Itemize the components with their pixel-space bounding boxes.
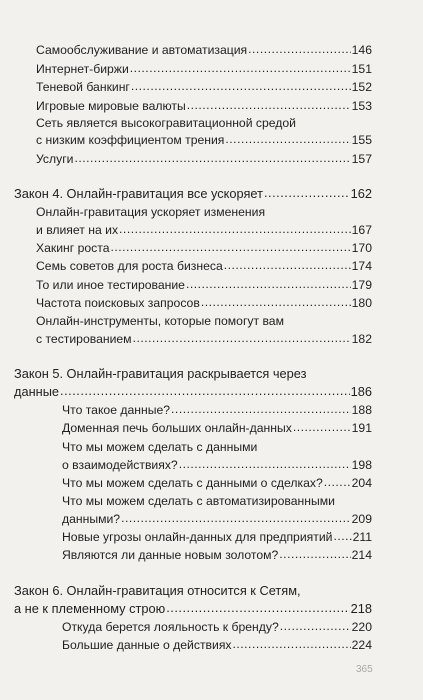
leader-dots [293,420,351,435]
leader-dots [121,511,351,526]
toc-entry-title: Игровые мировые валюты [36,99,186,113]
toc-chapter-page: 186 [350,384,372,399]
toc-entry-page: 224 [351,638,372,652]
leader-dots [110,240,350,255]
toc-entry [36,62,372,77]
leader-dots [179,457,351,472]
toc-entry-title: с низким коэффициентом трения [36,133,225,147]
toc-entry-page: 174 [351,259,372,273]
toc-entry-title: Новые угрозы онлайн-данных для предприятий [62,530,333,544]
toc-entry-title: Доменная печь больших онлайн-данных [62,421,292,435]
toc-entry-title: Большие данные о действиях [62,638,232,652]
toc-entry [36,223,372,238]
toc-entry [36,259,372,274]
toc-entry-page: 152 [351,80,372,94]
toc-entry-page: 211 [352,530,372,544]
toc-chapter-title: Закон 5. Онлайн-гравитация раскрывается через [14,366,307,381]
toc-entry-page: 204 [351,476,372,490]
toc-entry-page: 167 [351,223,372,237]
toc-entry-title: Интернет-биржи [36,62,129,76]
toc-entry [62,458,372,473]
leader-dots [166,600,349,615]
leader-dots [333,529,351,544]
toc-entry-line1 [36,116,372,131]
leader-dots [187,98,351,113]
toc-entry-page: 179 [351,278,372,292]
toc-entry [36,152,372,167]
toc-entry-title: Являются ли данные новым золотом? [62,548,279,562]
toc-chapter-line1 [14,366,372,381]
toc-entry [62,548,372,563]
toc-entry-title: Теневой банкинг [36,80,130,94]
toc-entry-page: 220 [351,620,372,634]
toc-entry-page: 155 [351,133,372,147]
toc-chapter-title: Закон 6. Онлайн-гравитация относится к Сетям, [14,583,301,598]
toc-entry-title: Откуда берется лояльность к бренду? [62,620,279,634]
toc-entry [36,278,372,293]
leader-dots [130,61,351,76]
toc-entry-title: То или иное тестирование [36,278,185,292]
toc-chapter [14,384,372,399]
toc-entry-line1 [36,205,372,220]
leader-dots [279,547,350,562]
toc-entry-page: 146 [351,43,372,57]
toc-entry-line1 [62,440,372,455]
toc-entry-title: и влияет на их [36,223,119,237]
toc-entry-title: Что такое данные? [62,403,171,417]
toc-entry [62,403,372,418]
toc-entry-line1 [36,314,372,329]
toc-entry-page: 209 [351,512,372,526]
toc-entry [36,99,372,114]
toc-entry-page: 198 [351,458,372,472]
toc-entry-title: Онлайн-гравитация ускоряет изменения [36,205,266,219]
toc-entry-title: Сеть является высокогравитационной средой [36,116,296,130]
leader-dots [171,402,351,417]
toc-entry [62,421,372,436]
toc-entry-page: 170 [351,241,372,255]
leader-dots [119,222,351,237]
toc-entry-page: 182 [351,332,372,346]
toc-chapter-title: Закон 4. Онлайн-гравитация все ускоряет [14,186,263,201]
toc-entry [62,476,372,491]
toc-entry-title: о взаимодействиях? [62,458,178,472]
toc-chapter-title: а не к племенному строю [14,601,166,616]
leader-dots [248,42,351,57]
leader-dots [74,151,350,166]
toc-entry-title: Самообслуживание и автоматизация [36,43,248,57]
toc-entry-title: с тестированием [36,332,132,346]
toc-chapter [14,186,372,201]
leader-dots [324,475,351,490]
leader-dots [264,185,350,200]
toc-entry [36,332,372,347]
toc-chapter-page: 162 [350,186,372,201]
toc-entry-title: Хакинг роста [36,241,110,255]
toc-entry [62,638,372,653]
leader-dots [186,277,351,292]
toc-entry [36,296,372,311]
toc-entry-title: Что мы можем сделать с данными о сделках? [62,476,323,490]
toc-entry-page: 151 [351,62,372,76]
toc-entry-page: 180 [351,296,372,310]
toc-chapter-page: 218 [350,601,372,616]
toc-chapter-line1 [14,583,372,598]
leader-dots [133,331,351,346]
toc-chapter-title: данные [14,384,60,399]
toc-entry-title: данными? [62,512,121,526]
toc-entry [62,530,372,545]
toc-entry-page: 153 [351,99,372,113]
toc-entry-page: 188 [351,403,372,417]
toc-entry-title: Что мы можем сделать с автоматизированными [62,494,335,508]
toc-entry [62,512,372,527]
toc-entry-title: Онлайн-инструменты, которые помогут вам [36,314,284,328]
toc-entry-page: 157 [351,152,372,166]
leader-dots [233,637,351,652]
toc-entry [36,241,372,256]
toc-chapter [14,601,372,616]
toc-entry-line1 [62,494,372,509]
toc-entry-title: Услуги [36,152,74,166]
toc-entry-page: 214 [351,548,372,562]
leader-dots [201,295,351,310]
leader-dots [224,258,351,273]
leader-dots [280,619,351,634]
toc-entry-title: Частота поисковых запросов [36,296,200,310]
leader-dots [131,79,351,94]
toc-entry [62,620,372,635]
page-number: 365 [356,664,373,675]
toc-entry-title: Семь советов для роста бизнеса [36,259,223,273]
toc-entry-page: 191 [351,421,372,435]
toc-entry [36,80,372,95]
toc-entry [36,133,372,148]
leader-dots [225,132,350,147]
leader-dots [60,383,350,398]
toc-entry [36,43,372,58]
toc-entry-title: Что мы можем сделать с данными [62,440,258,454]
